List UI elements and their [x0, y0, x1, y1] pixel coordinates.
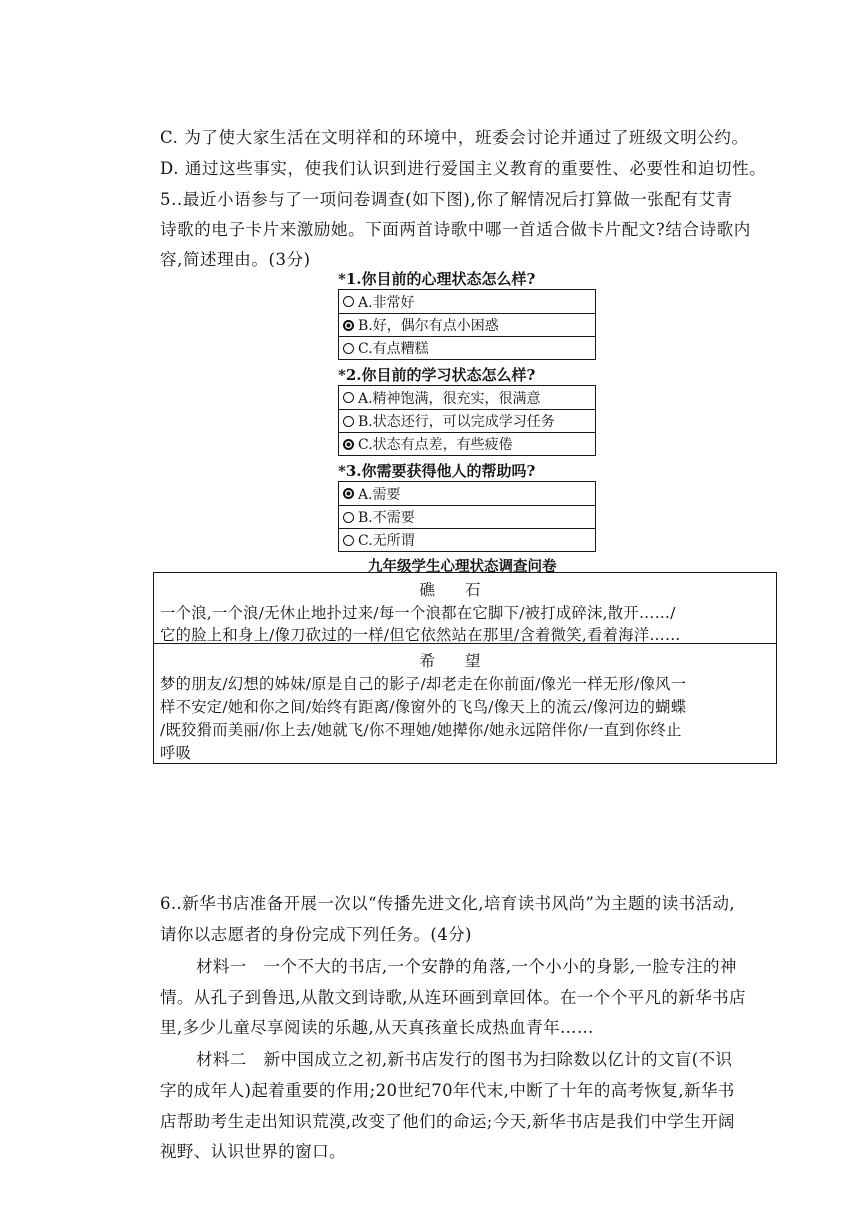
survey-question-1-title: *1.你目前的心理状态怎么样?	[338, 270, 536, 288]
material-1-line: 材料一 一个不大的书店,一个安静的角落,一个小小的身影,一脸专注的神	[196, 957, 737, 976]
survey-option	[339, 528, 595, 551]
poem-2-line: 呼吸	[160, 744, 192, 762]
material-2-line: 店帮助考生走出知识荒漠,改变了他们的命运;今天,新华书店是我们中学生开阔	[160, 1112, 735, 1131]
survey-option	[339, 313, 595, 336]
radio-selected-icon	[343, 439, 354, 450]
material-1-line: 里,多少儿童尽享阅读的乐趣,从天真孩童长成热血青年……	[160, 1018, 594, 1037]
survey-question-2-options	[338, 385, 596, 456]
question-6-line-1: 6..新华书店准备开展一次以“传播先进文化,培育读书风尚”为主题的读书活动,	[160, 894, 736, 913]
survey-option	[339, 482, 595, 505]
survey-caption: 九年级学生心理状态调查问卷	[368, 558, 557, 575]
radio-selected-icon	[343, 488, 354, 499]
radio-unselected-icon	[343, 392, 354, 403]
poem-1-line: 它的脸上和身上/像刀砍过的一样/但它依然站在那里/含着微笑,看着海洋……	[160, 626, 681, 644]
radio-unselected-icon	[343, 343, 354, 354]
poems-table	[153, 572, 777, 764]
poem-2-title: 希望	[419, 652, 511, 670]
survey-option-label: C.无所谓	[358, 533, 415, 549]
survey-option-label: B.好，偶尔有点小困惑	[358, 318, 499, 334]
survey-question-3-options	[338, 481, 596, 552]
survey-option-label: A.需要	[358, 486, 401, 503]
survey-option-label: C.有点糟糕	[358, 341, 429, 357]
material-2-line: 字的成年人)起着重要的作用;20世纪70年代末,中断了十年的高考恢复,新华书	[160, 1081, 735, 1100]
radio-unselected-icon	[343, 296, 354, 307]
poem-2-line: 样不安定/她和你之间/始终有距离/像窗外的飞鸟/像天上的流云/像河边的蝴蝶	[160, 698, 687, 716]
poem-divider	[154, 643, 776, 644]
survey-option-label: A.精神饱满，很充实，很满意	[358, 390, 541, 407]
question-5-line-1: 5..最近小语参与了一项问卷调查(如下图),你了解情况后打算做一张配有艾青	[160, 190, 733, 209]
survey-option	[339, 336, 595, 359]
poem-1-title: 礁石	[419, 581, 511, 599]
radio-unselected-icon	[343, 512, 354, 523]
survey-option-label: C.状态有点差，有些疲倦	[358, 437, 513, 453]
survey-option-label: B.不需要	[358, 510, 415, 526]
poem-1-line: 一个浪,一个浪/无休止地扑过来/每一个浪都在它脚下/被打成碎沫,散开……/	[160, 604, 676, 622]
radio-unselected-icon	[343, 416, 354, 427]
radio-unselected-icon	[343, 535, 354, 546]
question-6-line-2: 请你以志愿者的身份完成下列任务。(4分)	[160, 925, 472, 944]
survey-option	[339, 505, 595, 528]
option-c-text: C. 为了使大家生活在文明祥和的环境中，班委会讨论并通过了班级文明公约。	[160, 128, 749, 147]
option-d-text: D. 通过这些事实，使我们认识到进行爱国主义教育的重要性、必要性和迫切性。	[160, 159, 767, 178]
survey-option	[339, 386, 595, 409]
question-5-line-3: 容,简述理由。(3分)	[160, 250, 311, 269]
survey-question-2-title: *2.你目前的学习状态怎么样?	[338, 366, 536, 384]
survey-option	[339, 290, 595, 313]
poem-2-line: 梦的朋友/幻想的姊妹/原是自己的影子/却老走在你前面/像光一样无形/像风一	[160, 675, 687, 693]
material-2-line: 视野、认识世界的窗口。	[160, 1142, 346, 1161]
survey-option-label: A.非常好	[358, 294, 415, 311]
survey-option	[339, 409, 595, 432]
poem-2-line: /既狡猾而美丽/你上去/她就飞/你不理她/她撵你/她永远陪伴你/一直到你终止	[160, 721, 682, 739]
survey-question-1-options	[338, 289, 596, 360]
material-1-line: 情。从孔子到鲁迅,从散文到诗歌,从连环画到章回体。在一个个平凡的新华书店	[160, 988, 746, 1007]
survey-option-label: B.状态还行，可以完成学习任务	[358, 414, 555, 430]
question-5-line-2: 诗歌的电子卡片来激励她。下面两首诗歌中哪一首适合做卡片配文?结合诗歌内	[160, 220, 751, 239]
material-2-line: 材料二 新中国成立之初,新书店发行的图书为扫除数以亿计的文盲(不识	[196, 1050, 733, 1069]
survey-option	[339, 432, 595, 455]
radio-selected-icon	[343, 320, 354, 331]
survey-question-3-title: *3.你需要获得他人的帮助吗?	[338, 462, 536, 480]
